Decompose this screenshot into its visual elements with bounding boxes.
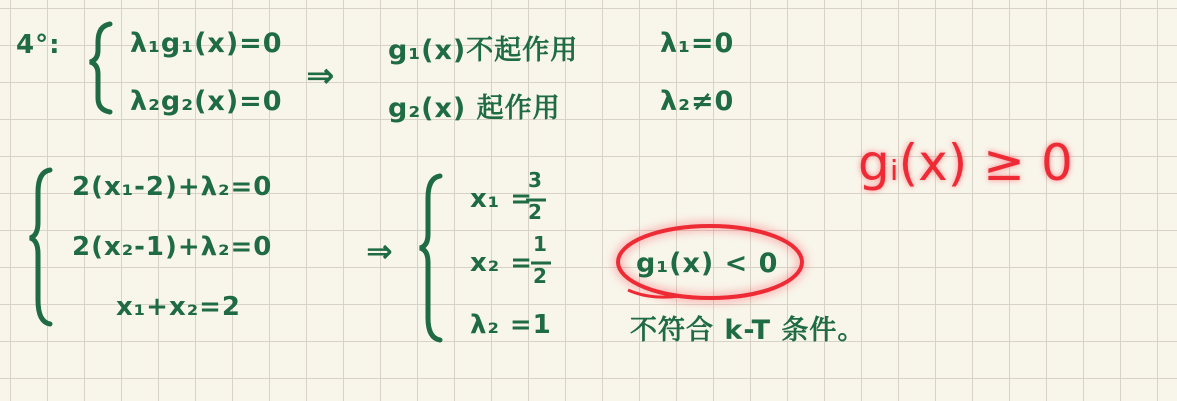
top-brace bbox=[90, 24, 110, 112]
equation-2: 2(x₂-1)+λ₂=0 bbox=[72, 232, 273, 262]
equation-3: x₁+x₂=2 bbox=[116, 292, 241, 322]
conclusion: 不符合 k-T 条件。 bbox=[630, 315, 866, 346]
multiplier-2: λ₂≠0 bbox=[660, 86, 735, 117]
effect-1: g₁(x)不起作用 bbox=[388, 35, 579, 66]
multiplier-1: λ₁=0 bbox=[660, 28, 735, 59]
effect-2: g₂(x) 起作用 bbox=[388, 93, 561, 124]
x2-numerator: 1 bbox=[533, 232, 548, 256]
solution-brace bbox=[420, 176, 440, 340]
equation-1: 2(x₁-2)+λ₂=0 bbox=[72, 172, 273, 202]
x1-denominator: 2 bbox=[528, 200, 543, 224]
x1-numerator: 3 bbox=[528, 168, 543, 192]
solution-lambda2: λ₂ =1 bbox=[470, 310, 552, 340]
solution-x1: x₁ = bbox=[470, 184, 533, 214]
x2-denominator: 2 bbox=[533, 264, 548, 288]
implies-arrow-system: ⇒ bbox=[366, 232, 394, 270]
condition-2: λ₂g₂(x)=0 bbox=[130, 86, 283, 117]
system-brace bbox=[30, 170, 50, 324]
step-label: 4°: bbox=[16, 30, 61, 60]
solution-x2: x₂ = bbox=[470, 248, 533, 278]
implies-arrow-top: ⇒ bbox=[306, 56, 336, 96]
constraint-note: gᵢ(x) ≥ 0 bbox=[858, 134, 1073, 192]
condition-1: λ₁g₁(x)=0 bbox=[130, 28, 283, 59]
circled-check: g₁(x) < 0 bbox=[636, 248, 779, 279]
